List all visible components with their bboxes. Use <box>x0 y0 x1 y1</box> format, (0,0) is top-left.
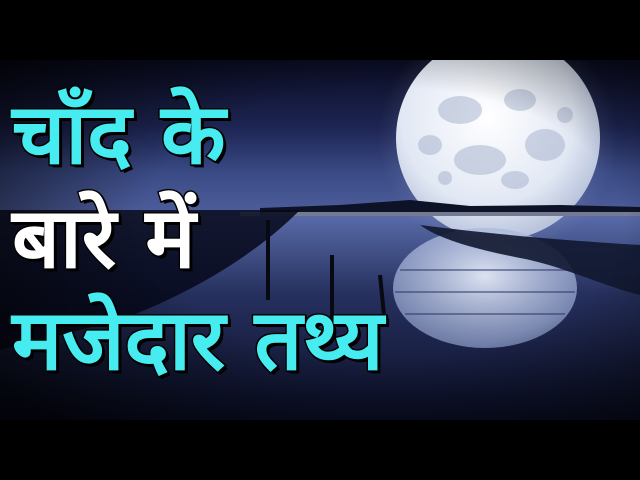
title-line-interesting-facts: मजेदार तथ्य <box>12 291 384 389</box>
title-line-moon: चाँद के <box>12 85 226 183</box>
title-line-about: बारे में <box>12 189 196 287</box>
